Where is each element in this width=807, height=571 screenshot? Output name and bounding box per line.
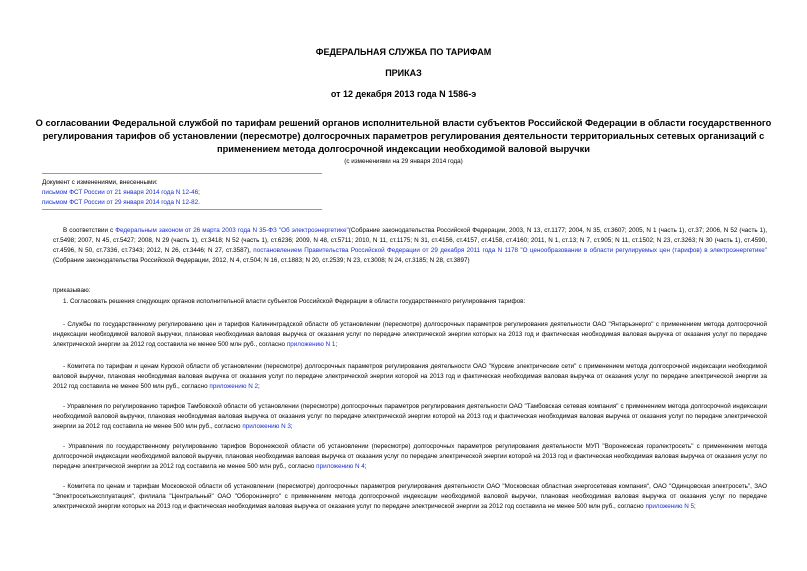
title-line: регулирования тарифов об установлении (пересмотре) долгосрочных параметров регулирования деятельности территориальных сетевых организаций с	[42, 131, 765, 141]
appendix-link[interactable]: приложению N 5	[645, 503, 695, 510]
list-item: - Комитета по ценам и тарифам Московской области об установлении (пересмотре) долгосрочных параметров регулирования деятельности ОАО "Московская областная энергосетевая компания", ОАО "Одинцовская электросеть", ЗАО "Электросетьэксплуатация", филиала "Центральный" ОАО "Оборонэнерго" с применением метода долгосрочной индексации необходимой валовой выручки, плановая необходимая валовая выручка от оказания услуг по передаче электрической энергии которых на 2013 год и фактическая необходимая валовая выручка от оказания услуг по передаче электрической энергии за 2012 год составила не менее 500 млн руб., согласно приложению N 5;	[53, 483, 767, 510]
amendments-heading: Документ с изменениями, внесенными:	[42, 179, 158, 186]
notes-bottom-divider	[42, 209, 322, 210]
amendment-item: письмом ФСТ России от 21 января 2014 года N 12-46;	[42, 189, 200, 196]
legal-basis-paragraph: В соответствии с Федеральным законом от 26 марта 2003 года N 35-ФЗ "Об электроэнергетике"(Собрание законодательства Российской Федерации, 2003, N 13, ст.1177; 2004, N 35, ст.3607; 2005, N 1 (часть 1), ст.37; 2006, N 52 (часть 1), ст.5498; 2007, N 45, ст.5427; 2008, N 29 (часть 1), ст.3418; N 52 (часть 1), ст.6236; 2009, N 48, ст.5711; 2010, N 11, ст.1175; N 31, ст.4156, ст.4157, ст.4158, ст.4160; 2011, N 1, ст.13; N 7, ст.905; N 11, ст.1502; N 23, ст.3263; N 30 (часть 1), ст.4590, ст.4596, N 50, ст.7336, ст.7343; 2012, N 26, ст.3446; N 27, ст.3587), постановлением Правительства Российской Федерации от 29 декабря 2011 года N 1178 "О ценообразовании в области регулируемых цен (тарифов) в электроэнергетике" (Собрание законодательства Российской Федерации, 2012, N 4, ст.504; N 16, ст.1883; N 20, ст.2539; N 23, ст.3008; N 24, ст.3185; N 28, ст.3897)	[53, 227, 767, 264]
list-item: - Управления по регулированию тарифов Тамбовской области об установлении (пересмотре) долгосрочных параметров регулирования деятельности ОАО "Тамбовская сетевая компания" с применением метода долгосрочной индексации необходимой валовой выручки, плановая необходимая валовая выручка от оказания услуг по передаче электрической энергии которой на 2013 год и фактическая необходимая валовая выручка от оказания услуг по передаче электрической энергии за 2012 год составила не менее 500 млн руб., согласно приложению N 3;	[53, 403, 767, 430]
doc-date-number: от 12 декабря 2013 года N 1586-э	[330, 89, 477, 99]
agency-name: ФЕДЕРАЛЬНАЯ СЛУЖБА ПО ТАРИФАМ	[315, 47, 492, 57]
amendments-block	[42, 178, 372, 208]
appendix-link[interactable]: приложению N 1	[286, 341, 336, 348]
list-item: - Службы по государственному регулированию цен и тарифов Калининградской области об установлении (пересмотре) долгосрочных параметров регулирования деятельности ОАО "Янтарьэнерго" с применением метода долгосрочной индексации необходимой валовой выручки, плановая необходимая валовая выручка от оказания услуг по передаче электрической энергии которых на 2013 год и фактическая необходимая валовая выручка от оказания услуг по передаче электрической энергии за 2012 год составила не менее 500 млн руб., согласно приложению N 1;	[53, 321, 767, 348]
title-line: О согласовании Федеральной службой по тарифам решений органов исполнительной власти субъектов Российской Федерации в области государственного	[35, 118, 772, 128]
appendix-link[interactable]: приложению N 2	[209, 383, 258, 390]
federal-law-link[interactable]: Федеральным законом от 26 марта 2003 года N 35-ФЗ "Об электроэнергетике"	[115, 227, 349, 234]
amendment-link[interactable]: письмом ФСТ России от 29 января 2014 года N 12-82	[42, 199, 199, 206]
amendment-note: (с изменениями на 29 января 2014 года)	[344, 158, 463, 165]
point-1: 1. Согласовать решения следующих органов исполнительной власти субъектов Российской Федерации в области государственного регулирования тарифов:	[63, 298, 526, 305]
appendix-link[interactable]: приложению N 3	[242, 423, 291, 430]
list-item: - Управления по государственному регулированию тарифов Воронежской области об установлении (пересмотре) долгосрочных параметров регулирования деятельности МУП "Воронежская горэлектросеть" с применением метода долгосрочной индексации необходимой валовой выручки, плановая необходимая валовая выручка от оказания услуг по передаче электрической энергии которой на 2013 год и фактическая необходимая валовая выручка от оказания услуг по передаче электрической энергии за 2012 год составила не менее 500 млн руб., согласно приложению N 4;	[53, 443, 767, 470]
doc-title	[30, 117, 777, 156]
amendment-link[interactable]: письмом ФСТ России от 21 января 2014 года N 12-46	[42, 189, 199, 196]
doc-type: ПРИКАЗ	[385, 68, 422, 78]
title-line: применением метода долгосрочной индексации необходимой валовой выручки	[217, 144, 590, 154]
appendix-link[interactable]: приложению N 4	[316, 463, 365, 470]
notes-top-divider	[42, 173, 322, 174]
order-word: приказываю:	[53, 287, 91, 294]
list-item: - Комитета по тарифам и ценам Курской области об установлении (пересмотре) долгосрочных параметров регулирования деятельности ОАО "Курские электрические сети" с применением метода долгосрочной индексации необходимой валовой выручки, плановая необходимая валовая выручка от оказания услуг по передаче электрической энергии которой на 2013 год и фактическая необходимая валовая выручка от оказания услуг по передаче электрической энергии за 2012 год составила не менее 500 млн руб., согласно приложению N 2;	[53, 363, 767, 390]
amendment-item: письмом ФСТ России от 29 января 2014 года N 12-82.	[42, 199, 200, 206]
government-decree-link[interactable]: постановлением Правительства Российской Федерации от 29 декабря 2011 года N 1178 "О ценообразовании в области регулируемых цен (тарифов) в электроэнергетике"	[253, 247, 767, 254]
